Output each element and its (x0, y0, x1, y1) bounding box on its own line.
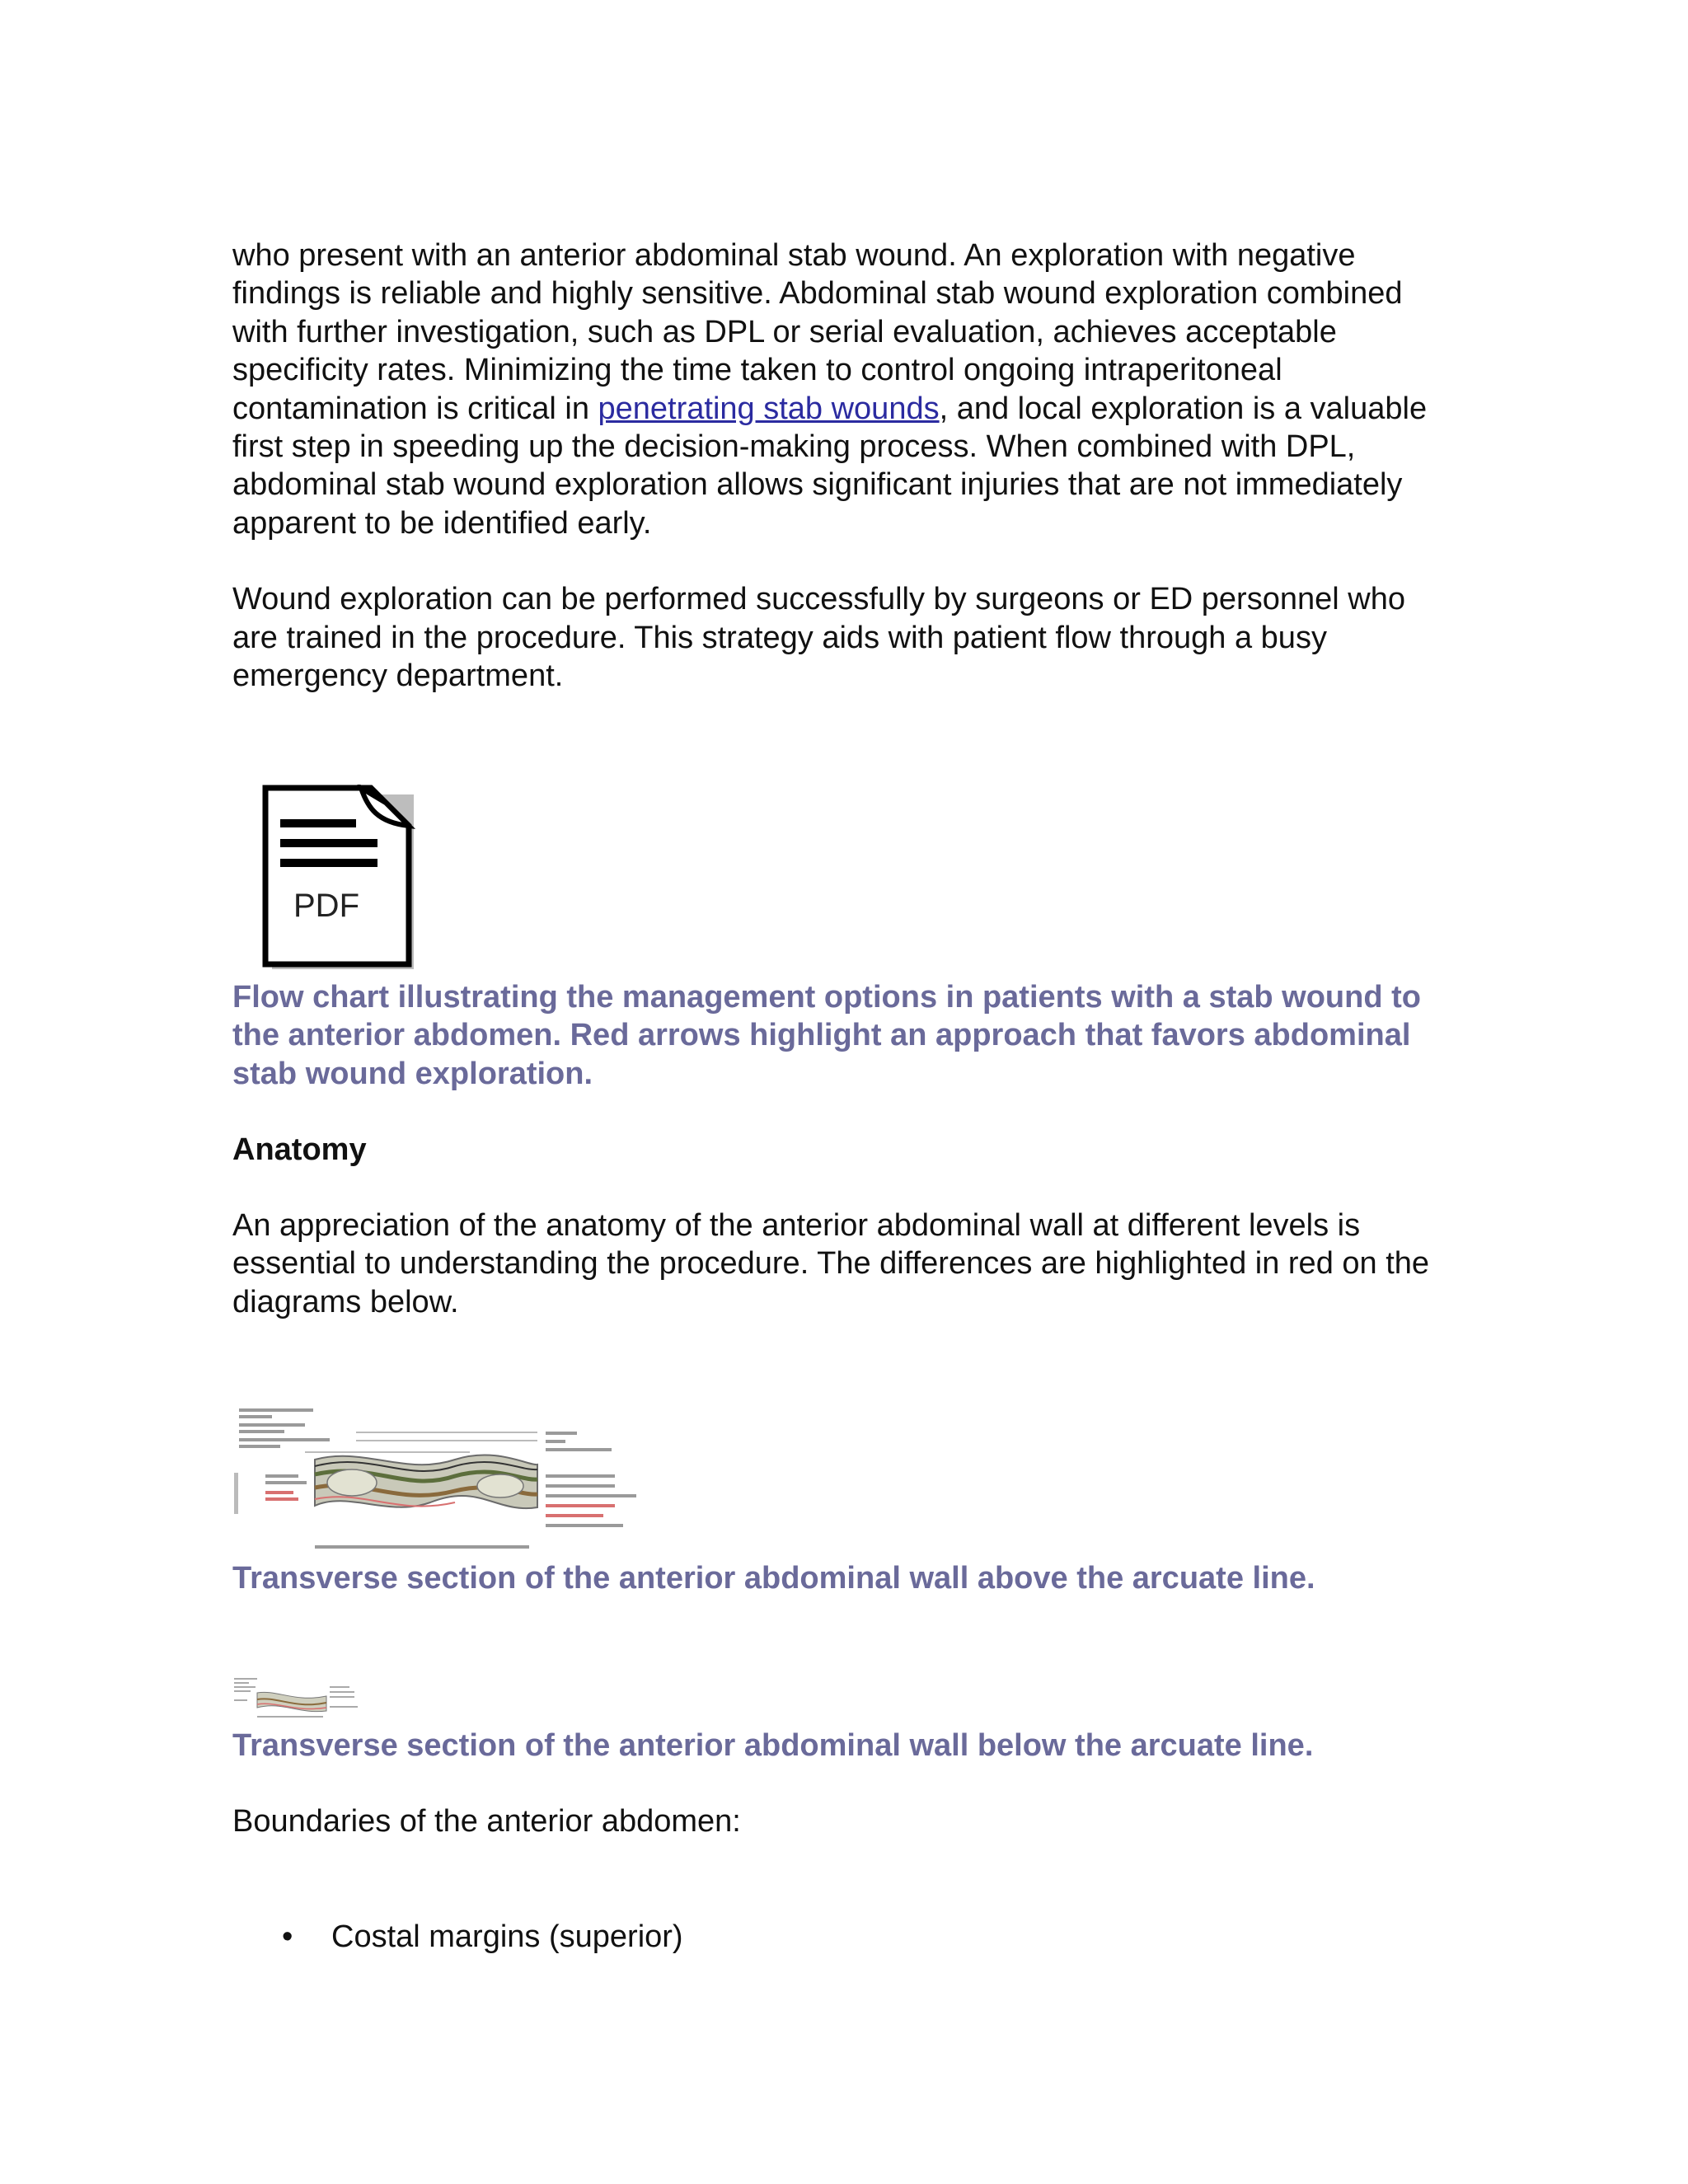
paragraph-text: who present with an anterior abdominal stab wound. An exploration with negative findings is reliable and highly sensitive. Abdominal stab wound exploration combined with further investigation, such as DPL or serial evaluation, achieves acceptable specificity rates. Minimizing the time taken to control ongoing intraperitoneal contamination is critical in (232, 238, 1403, 426)
paragraph-wound-exploration-personnel: Wound exploration can be performed successfully by surgeons or ED personnel who are trained in the procedure. This strategy aids with patient flow through a busy emergency department. (232, 582, 1405, 694)
flowchart-caption: Flow chart illustrating the management options in patients with a stab wound to the anterior abdomen. Red arrows highlight an approach that favors abdominal stab wound exploration. (232, 980, 1421, 1091)
section-heading-anatomy: Anatomy (232, 1132, 367, 1167)
pdf-icon-label: PDF (293, 888, 359, 924)
diagram-below-arcuate-line[interactable] (232, 1675, 364, 1722)
list-item (232, 1918, 683, 1956)
paragraph-exploration-findings (232, 237, 1452, 542)
bullet-icon: • (282, 1919, 293, 1954)
document-page (232, 237, 1469, 1954)
boundaries-list (232, 1918, 683, 1956)
paragraph-anatomy-intro: An appreciation of the anatomy of the anterior abdominal wall at different levels is essential to understanding the procedure. The differences are highlighted in red on the diagrams below. (232, 1208, 1430, 1319)
pdf-icon[interactable] (262, 785, 419, 976)
diagram-above-arcuate-line[interactable] (232, 1400, 653, 1557)
above-arcuate-caption: Transverse section of the anterior abdominal wall above the arcuate line. (232, 1561, 1315, 1596)
paragraph-boundaries: Boundaries of the anterior abdomen: (232, 1804, 741, 1839)
below-arcuate-caption: Transverse section of the anterior abdominal wall below the arcuate line. (232, 1728, 1314, 1763)
penetrating-stab-wounds-link[interactable]: penetrating stab wounds (598, 391, 940, 426)
paragraph-text: , and local exploration is a valuable first step in speeding up the decision-making process. When combined with DPL, abdominal stab wound exploration allows significant injuries that are not immediately apparent to be identified early. (232, 391, 1428, 541)
list-item-text: Costal margins (superior) (331, 1919, 683, 1954)
